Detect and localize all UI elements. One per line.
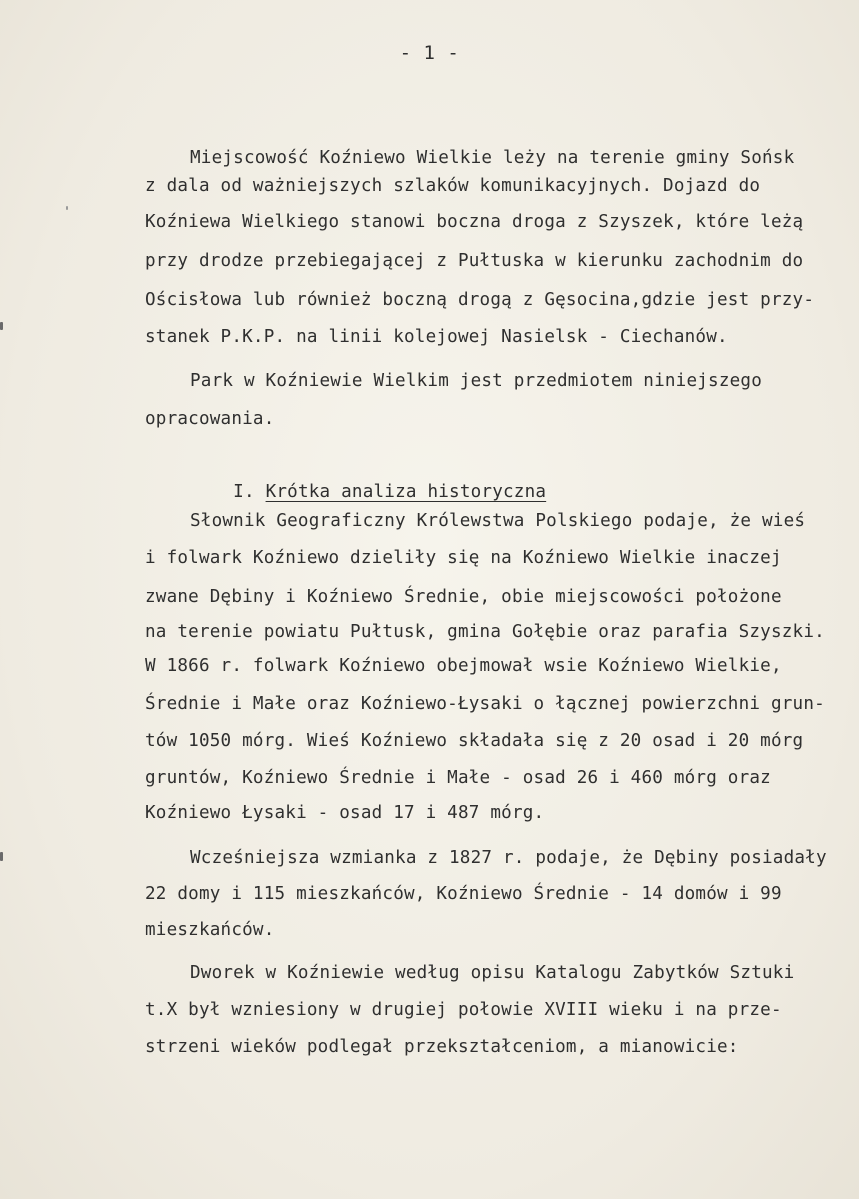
margin-mark <box>66 206 68 210</box>
text-line: Wcześniejsza wzmianka z 1827 r. podaje, że Dębiny posiadały <box>190 848 827 868</box>
text-line: strzeni wieków podlegał przekształceniom, a mianowicie: <box>145 1037 739 1057</box>
text-line: Koźniewa Wielkiego stanowi boczna droga z Szyszek, które leżą <box>145 212 804 232</box>
text-line: Słownik Geograficzny Królewstwa Polskiego podaje, że wieś <box>190 511 806 531</box>
page-number: - 1 - <box>399 42 460 64</box>
text-line: gruntów, Koźniewo Średnie i Małe - osad 26 i 460 mórg oraz <box>145 768 771 788</box>
text-line: Średnie i Małe oraz Koźniewo-Łysaki o łącznej powierzchni grun- <box>145 694 825 714</box>
text-line: Koźniewo Łysaki - osad 17 i 487 mórg. <box>145 803 545 823</box>
text-line: 22 domy i 115 mieszkańców, Koźniewo Średnie - 14 domów i 99 <box>145 884 782 904</box>
text-line: stanek P.K.P. na linii kolejowej Nasielsk - Ciechanów. <box>145 327 728 347</box>
text-line: i folwark Koźniewo dzieliły się na Koźniewo Wielkie inaczej <box>145 548 782 568</box>
text-line: na terenie powiatu Pułtusk, gmina Gołębie oraz parafia Szyszki. <box>145 622 825 642</box>
margin-mark <box>0 852 3 861</box>
text-line: t.X był wzniesiony w drugiej połowie XVIII wieku i na prze- <box>145 1000 782 1020</box>
text-line: tów 1050 mórg. Wieś Koźniewo składała się z 20 osad i 20 mórg <box>145 731 804 751</box>
text-line: Ościsłowa lub również boczną drogą z Gęsocina,gdzie jest przy- <box>145 290 815 310</box>
text-line: Dworek w Koźniewie według opisu Katalogu Zabytków Sztuki <box>190 963 795 983</box>
text-line: Park w Koźniewie Wielkim jest przedmiotem niniejszego <box>190 371 762 391</box>
text-line: mieszkańców. <box>145 920 275 940</box>
margin-mark <box>0 322 3 330</box>
text-line: W 1866 r. folwark Koźniewo obejmował wsie Koźniewo Wielkie, <box>145 656 782 676</box>
text-line: z dala od ważniejszych szlaków komunikacyjnych. Dojazd do <box>145 176 761 196</box>
section-title: Krótka analiza historyczna <box>265 482 547 502</box>
section-number: I. <box>233 482 255 502</box>
text-line: przy drodze przebiegającej z Pułtuska w kierunku zachodnim do <box>145 251 804 271</box>
text-line: Miejscowość Koźniewo Wielkie leży na terenie gminy Sońsk <box>190 148 795 168</box>
text-line: zwane Dębiny i Koźniewo Średnie, obie miejscowości położone <box>145 587 782 607</box>
text-line: opracowania. <box>145 409 275 429</box>
